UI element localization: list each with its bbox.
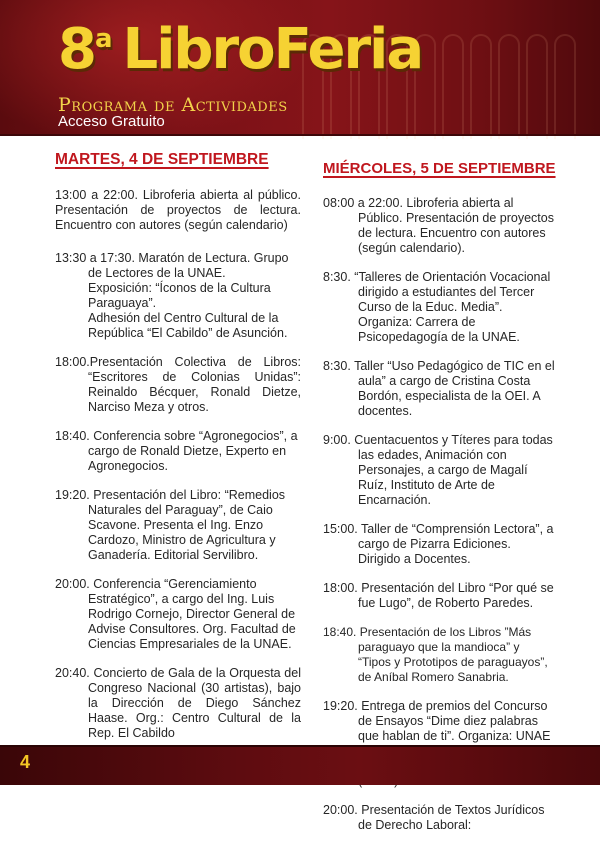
title-name: LibroFeria [122,17,423,82]
event-time: 20:00. [55,577,90,591]
event-text: Concierto de Gala de la Orquesta del Congreso Nacional (30 artistas), bajo la Dirección de Diego Sánchez Haase. Org.: Centro Cultural de la Rep. El Cabildo [88,666,301,740]
event-text: Presentación Colectiva de Libros: “Escritores de Colonias Unidas”: Reinaldo Bécquer, Ronald Dietze, Narciso Meza y otros. [88,355,301,414]
event-time: 20:00. [323,803,358,817]
event-time: 9:00. [323,433,351,447]
schedule-item [323,196,555,256]
event-text: “Talleres de Orientación Vocacional dirigido a estudiantes del Tercer Curso de la Educ. Media”. Organiza: Carrera de Psicopedagogía de la UNAE. [354,270,551,344]
header-divider [0,134,600,136]
event-text: Entrega de premios del Concurso de Ensayos “Dime diez palabras que hablan de ti”. Organiza: UNAE [358,699,551,743]
event-text: Presentación del Libro: “Remedios Naturales del Paraguay”, de Caio Scavone. Presenta el Ing. Enzo Cardozo, Ministro de Agricultura y Ganadería. Editorial Servilibro. [88,488,286,562]
title-ordinal: a [94,24,113,54]
event-text: Maratón de Lectura. Grupo de Lectores de la UNAE. [88,251,289,280]
event-time: 8:30. [323,359,351,373]
schedule-item [323,359,555,419]
event-time: 18:00. [323,581,358,595]
schedule-item [323,803,555,833]
footer-divider [0,745,600,747]
schedule-item [55,666,301,741]
event-time: 08:00 a 22:00. [323,196,403,210]
schedule-item [55,488,301,563]
access-note: Acceso Gratuito [58,113,165,130]
event-time: 18:00. [55,355,90,369]
schedule-item [55,188,301,233]
header-banner [0,0,600,136]
event-time: 20:40. [55,666,90,680]
right-column [323,150,555,847]
event-text: Libroferia abierta al Público. Presentación de proyectos de lectura. Encuentro con autores (según calendario). [358,196,554,255]
page-title [58,17,423,82]
schedule-item [323,581,555,611]
event-time: 18:40. [323,625,357,639]
arch-decoration [554,34,576,139]
left-column [55,150,301,755]
event-time: 13:30 a 17:30. [55,251,135,265]
arch-decoration [526,34,548,139]
page-number: 4 [20,752,31,772]
schedule-item [323,433,555,508]
arch-decoration [498,34,520,139]
event-text: Presentación del Libro “Por qué se fue Lugo”, de Roberto Paredes. [358,581,554,610]
event-text: Presentación de Textos Jurídicos de Derecho Laboral: [358,803,545,832]
schedule-item [323,625,555,685]
schedule-item [55,251,301,341]
event-text: Conferencia sobre “Agronegocios”, a cargo de Ronald Dietze, Experto en Agronegocios. [88,429,298,473]
event-time: 18:40. [55,429,90,443]
title-number: 8 [58,17,95,82]
event-time: 8:30. [323,270,351,284]
event-text: Presentación de los Libros ”Más paraguayo que la mandioca” y “Tipos y Prototipos de paraguayos”, de Aníbal Romero Sanabria. [358,625,548,684]
schedule-item [323,270,555,345]
event-time: 19:20. [323,699,358,713]
schedule-item [55,577,301,652]
schedule-item [55,355,301,415]
schedule-item [323,522,555,567]
event-text: Conferencia “Gerenciamiento Estratégico”, a cargo del Ing. Luis Rodrigo Cornejo, Director General de Advise Consultores. Org. Facultad de Ciencias Empresariales de la UNAE. [88,577,296,651]
day-heading-tuesday: MARTES, 4 DE SEPTIEMBRE [55,151,269,168]
subtitle: Programa de Actividades [58,94,288,116]
event-text: Libroferia abierta al público. Presentación de proyectos de lectura. Encuentro con autores (según calendario) [55,188,301,232]
event-time: 15:00. [323,522,358,536]
event-text: Taller de “Comprensión Lectora”, a cargo de Pizarra Ediciones. Dirigido a Docentes. [358,522,554,566]
event-text: Cuentacuentos y Títeres para todas las edades, Animación con Personajes, a cargo de Magalí Ruíz, Instituto de Arte de Encarnación. [354,433,553,507]
day-heading-wednesday: MIÉRCOLES, 5 DE SEPTIEMBRE [323,160,556,177]
arch-decoration [442,34,464,139]
event-text: Taller “Uso Pedagógico de TIC en el aula” a cargo de Cristina Costa Bordón, especialista de la OEI. A docentes. [354,359,555,418]
footer-band [0,745,600,785]
schedule-item [55,429,301,474]
arch-decoration [470,34,492,139]
event-subtext: Exposición: “Íconos de la Cultura Paraguaya”. [88,281,271,310]
event-subtext: Adhesión del Centro Cultural de la República “El Cabildo” de Asunción. [88,311,288,340]
event-time: 19:20. [55,488,90,502]
event-time: 13:00 a 22:00. [55,188,138,202]
